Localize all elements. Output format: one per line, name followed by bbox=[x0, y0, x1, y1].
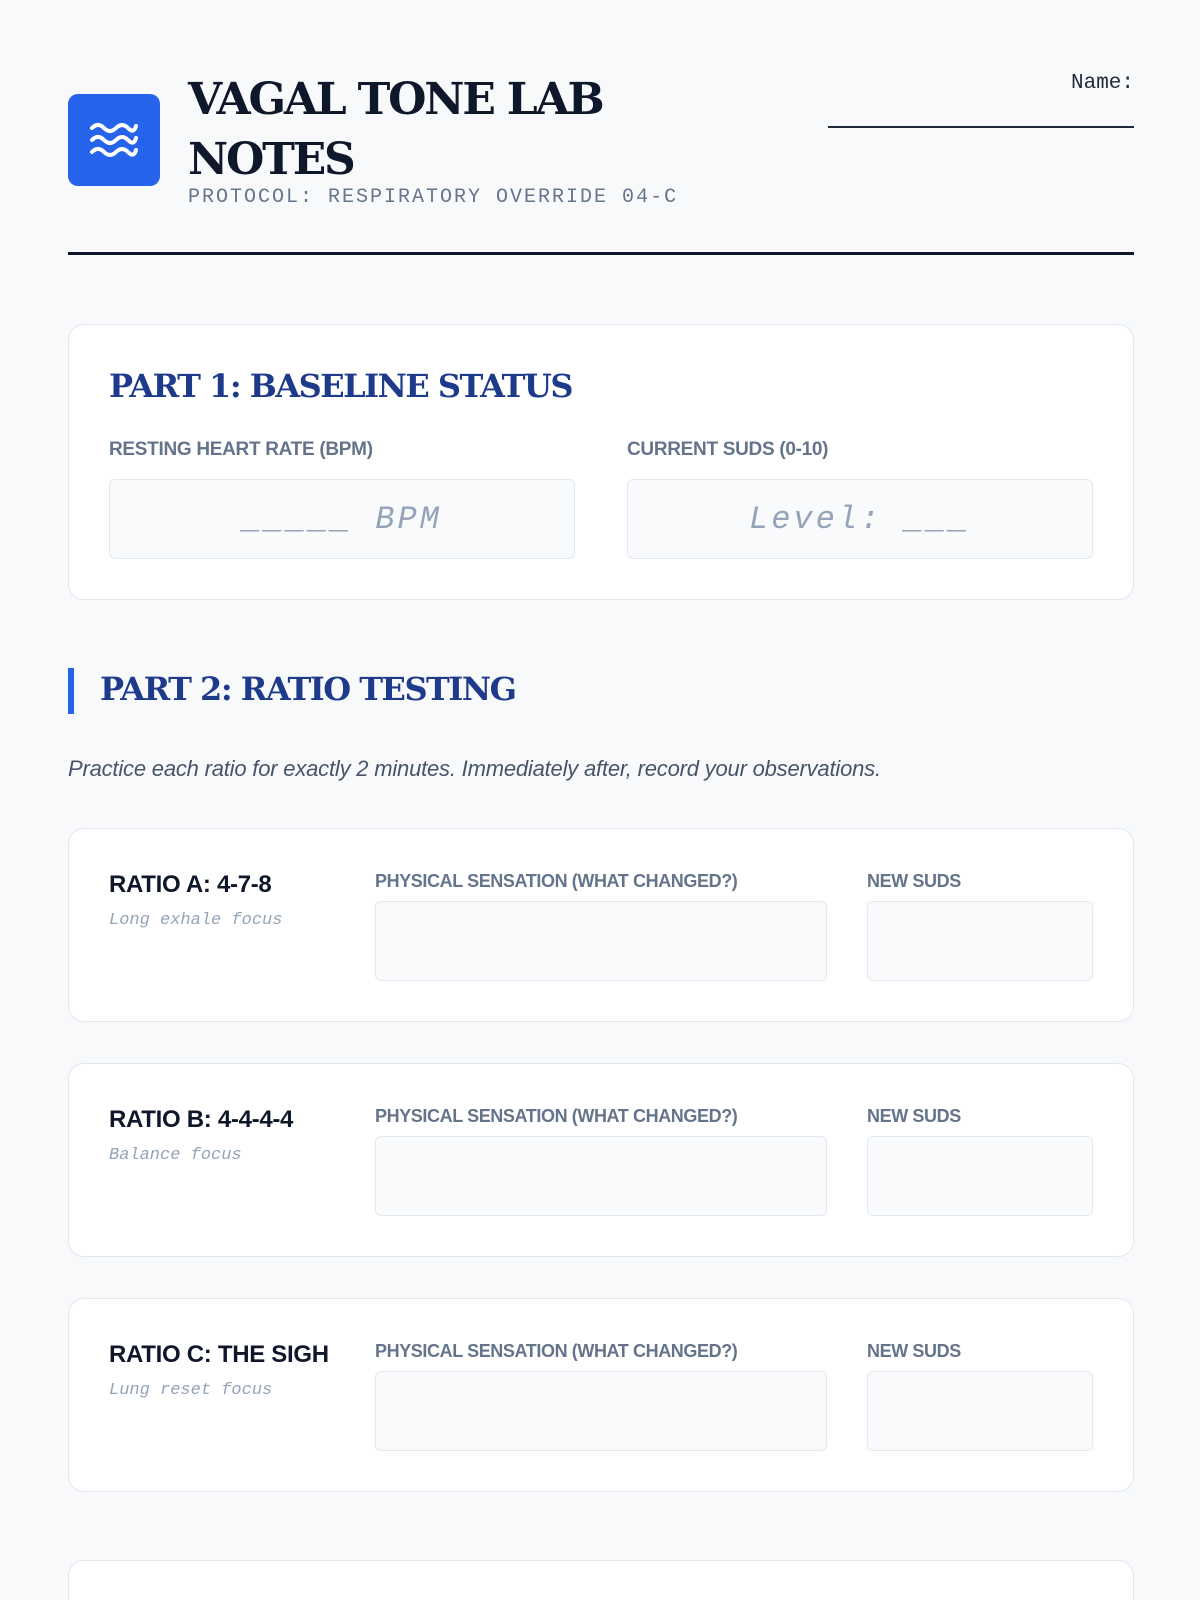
heart-rate-field[interactable]: _____ BPM bbox=[109, 479, 575, 559]
worksheet-header bbox=[68, 70, 1134, 256]
sensation-field[interactable] bbox=[375, 1371, 827, 1451]
page-title: VAGAL TONE LAB NOTES bbox=[188, 74, 603, 185]
ratio-name: RATIO C: THE SIGH bbox=[109, 1341, 329, 1368]
ratio-card bbox=[68, 1298, 1134, 1492]
waves-icon bbox=[68, 94, 160, 186]
name-field[interactable] bbox=[828, 126, 1134, 128]
header-divider bbox=[68, 252, 1134, 255]
sensation-label: PHYSICAL SENSATION (WHAT CHANGED?) bbox=[375, 1341, 738, 1361]
ratio-subtitle: Long exhale focus bbox=[109, 911, 283, 930]
sensation-field[interactable] bbox=[375, 901, 827, 981]
new-suds-field[interactable] bbox=[867, 1136, 1093, 1216]
name-label: Name: bbox=[1070, 72, 1134, 95]
next-section-card bbox=[68, 1560, 1134, 1600]
section-accent-bar bbox=[68, 668, 74, 714]
heart-rate-label: RESTING HEART RATE (BPM) bbox=[109, 439, 373, 460]
ratio-subtitle: Lung reset focus bbox=[109, 1381, 273, 1400]
suds-field[interactable]: Level: ___ bbox=[627, 479, 1093, 559]
protocol-label: PROTOCOL: RESPIRATORY OVERRIDE 04-C bbox=[188, 186, 679, 209]
new-suds-label: NEW SUDS bbox=[867, 1106, 961, 1126]
new-suds-label: NEW SUDS bbox=[867, 1341, 961, 1361]
ratio-name: RATIO A: 4-7-8 bbox=[109, 871, 272, 898]
new-suds-field[interactable] bbox=[867, 901, 1093, 981]
ratio-card bbox=[68, 828, 1134, 1022]
sensation-label: PHYSICAL SENSATION (WHAT CHANGED?) bbox=[375, 1106, 738, 1126]
part1-title: PART 1: BASELINE STATUS bbox=[109, 367, 572, 405]
baseline-status-card bbox=[68, 324, 1134, 600]
suds-label: CURRENT SUDS (0-10) bbox=[627, 439, 829, 460]
ratio-card bbox=[68, 1063, 1134, 1257]
new-suds-field[interactable] bbox=[867, 1371, 1093, 1451]
part2-title: PART 2: RATIO TESTING bbox=[100, 670, 516, 708]
new-suds-label: NEW SUDS bbox=[867, 871, 961, 891]
sensation-field[interactable] bbox=[375, 1136, 827, 1216]
sensation-label: PHYSICAL SENSATION (WHAT CHANGED?) bbox=[375, 871, 738, 891]
ratio-subtitle: Balance focus bbox=[109, 1146, 242, 1165]
ratio-name: RATIO B: 4-4-4-4 bbox=[109, 1106, 294, 1133]
instructions: Practice each ratio for exactly 2 minutes. Immediately after, record your observations. bbox=[68, 756, 881, 781]
